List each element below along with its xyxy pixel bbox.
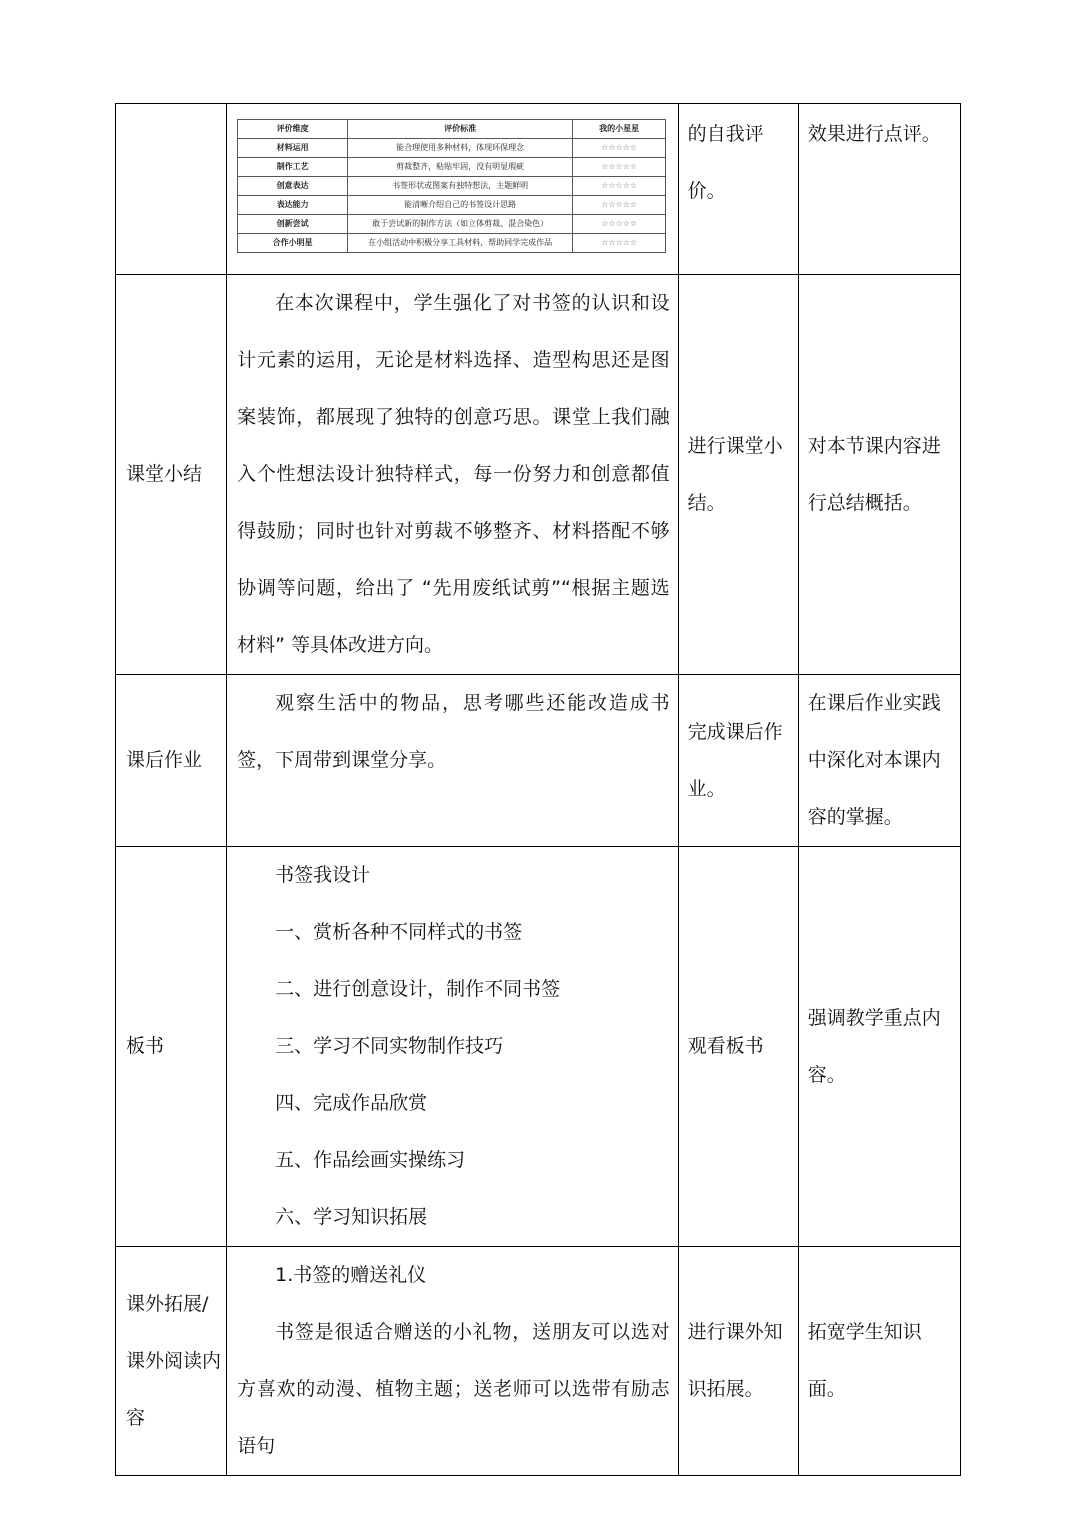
eval-standard: 敢于尝试新的制作方法（如立体剪裁、混合染色） <box>348 215 573 234</box>
student-activity-text: 完成课后作业。 <box>678 675 798 847</box>
table-row-board <box>116 847 961 1247</box>
star-rating: ☆☆☆☆☆ <box>573 234 666 253</box>
board-item: 一、赏析各种不同样式的书签 <box>275 921 523 943</box>
stage-cell-empty <box>116 104 227 275</box>
eval-header-row <box>238 120 666 139</box>
table-row-extension <box>116 1247 961 1476</box>
star-rating: ☆☆☆☆☆ <box>573 158 666 177</box>
eval-standard: 能合理使用多种材料，体现环保理念 <box>348 139 573 158</box>
eval-dimension: 表达能力 <box>238 196 348 215</box>
board-title: 书签我设计 <box>275 864 371 886</box>
eval-standard: 书签形状或图案有独特想法，主题鲜明 <box>348 177 573 196</box>
star-rating: ☆☆☆☆☆ <box>573 177 666 196</box>
student-activity-text: 的自我评价。 <box>687 123 764 202</box>
star-rating: ☆☆☆☆☆ <box>573 196 666 215</box>
stage-label: 课后作业 <box>116 675 227 847</box>
eval-row <box>238 196 666 215</box>
design-intent-text: 效果进行点评。 <box>807 123 941 145</box>
eval-standard: 能清晰介绍自己的书签设计思路 <box>348 196 573 215</box>
homework-content-text: 观察生活中的物品，思考哪些还能改造成书签，下周带到课堂分享。 <box>237 692 670 771</box>
extension-content-cell <box>227 1247 679 1476</box>
extension-content-text: 书签是很适合赠送的小礼物，送朋友可以选对方喜欢的动漫、植物主题；送老师可以选带有励志语句 <box>237 1321 670 1457</box>
stage-label: 课外拓展/课外阅读内容 <box>116 1247 227 1476</box>
eval-dimension: 合作小明星 <box>238 234 348 253</box>
design-intent-text: 拓宽学生知识面。 <box>798 1247 960 1476</box>
eval-row <box>238 158 666 177</box>
eval-standard: 在小组活动中积极分享工具材料，帮助同学完成作品 <box>348 234 573 253</box>
table-row-evaluation <box>116 104 961 275</box>
board-item: 二、进行创意设计，制作不同书签 <box>275 978 561 1000</box>
board-item: 五、作品绘画实操练习 <box>275 1149 466 1171</box>
table-row-summary <box>116 275 961 675</box>
summary-content-text: 在本次课程中，学生强化了对书签的认识和设计元素的运用，无论是材料选择、造型构思还是图案装饰，都展现了独特的创意巧思。课堂上我们融入个性想法设计独特样式，每一份努力和创意都值得鼓励；同时也针对剪裁不够整齐、材料搭配不够协调等问题，给出了 “先用废纸试剪”“根据主题选材料” 等具体改进方向。 <box>237 292 670 656</box>
design-intent-text: 强调教学重点内容。 <box>798 847 960 1247</box>
eval-dimension: 创意表达 <box>238 177 348 196</box>
eval-standard: 剪裁整齐，粘贴牢固，没有明显瑕疵 <box>348 158 573 177</box>
student-activity-text: 观看板书 <box>678 847 798 1247</box>
eval-header-stars: 我的小星星 <box>573 120 666 139</box>
board-item: 四、完成作品欣赏 <box>275 1092 428 1114</box>
board-item: 六、学习知识拓展 <box>275 1206 428 1228</box>
homework-content-cell <box>227 675 679 847</box>
summary-content-cell <box>227 275 679 675</box>
eval-image-cell <box>227 104 679 275</box>
design-intent-text: 对本节课内容进行总结概括。 <box>798 275 960 675</box>
eval-dimension: 创新尝试 <box>238 215 348 234</box>
design-intent-cell <box>798 104 960 275</box>
design-intent-text: 在课后作业实践中深化对本课内容的掌握。 <box>798 675 960 847</box>
star-rating: ☆☆☆☆☆ <box>573 215 666 234</box>
eval-row <box>238 139 666 158</box>
eval-header-dimension: 评价维度 <box>238 120 348 139</box>
board-content-cell <box>227 847 679 1247</box>
eval-row <box>238 234 666 253</box>
eval-header-standard: 评价标准 <box>348 120 573 139</box>
student-activity-text: 进行课外知识拓展。 <box>678 1247 798 1476</box>
star-rating: ☆☆☆☆☆ <box>573 139 666 158</box>
student-activity-cell <box>678 104 798 275</box>
eval-row <box>238 177 666 196</box>
eval-row <box>238 215 666 234</box>
evaluation-criteria-table <box>237 119 666 253</box>
stage-label: 课堂小结 <box>116 275 227 675</box>
lesson-plan-table <box>115 103 961 1476</box>
board-item: 三、学习不同实物制作技巧 <box>275 1035 504 1057</box>
student-activity-text: 进行课堂小结。 <box>678 275 798 675</box>
eval-dimension: 制作工艺 <box>238 158 348 177</box>
extension-heading: 1.书签的赠送礼仪 <box>275 1264 427 1286</box>
eval-dimension: 材料运用 <box>238 139 348 158</box>
table-row-homework <box>116 675 961 847</box>
stage-label: 板书 <box>116 847 227 1247</box>
